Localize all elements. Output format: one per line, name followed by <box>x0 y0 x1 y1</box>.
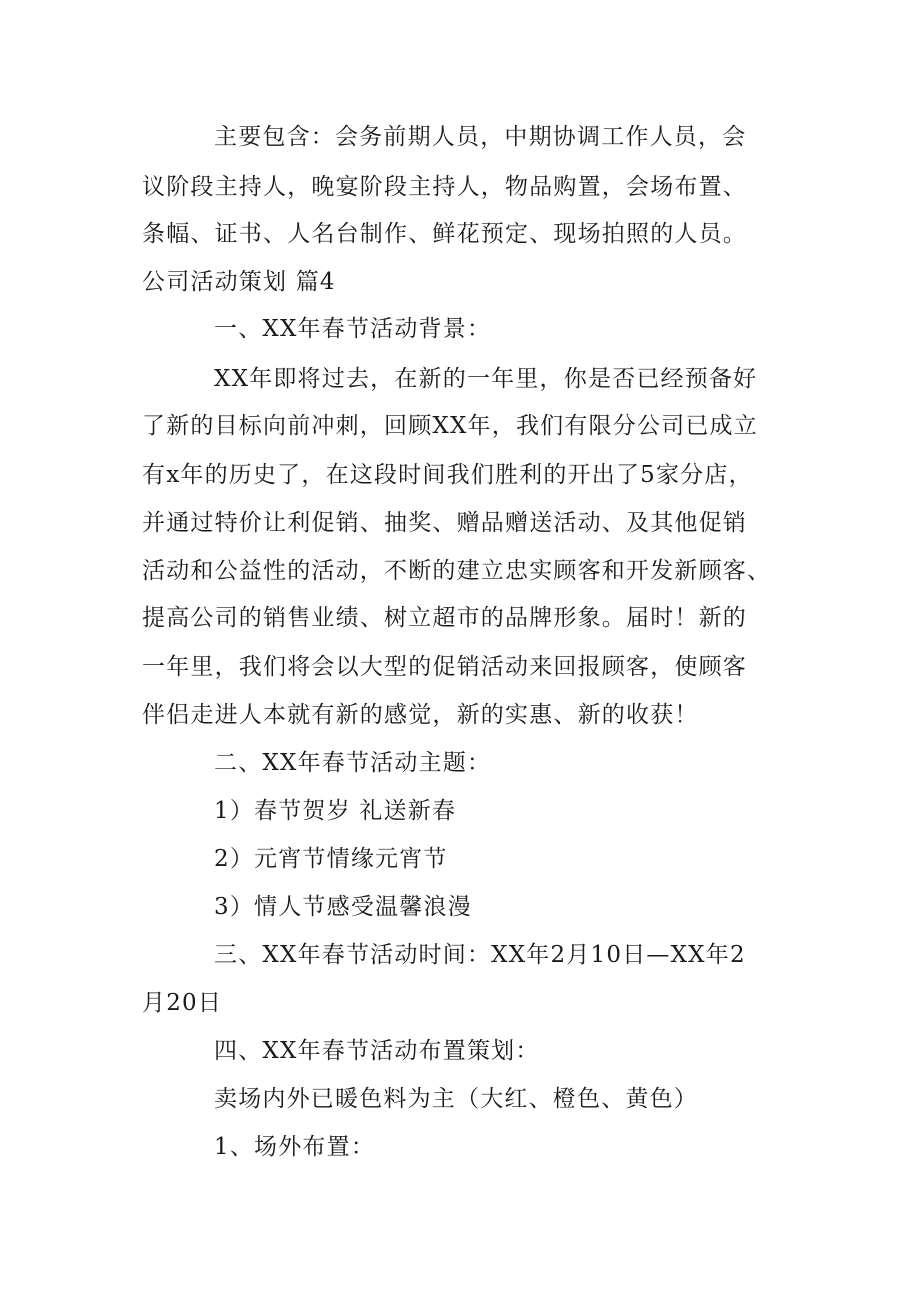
paragraph-line: 了新的目标向前冲刺，回顾XX年，我们有限分公司已成立 <box>142 413 758 439</box>
paragraph-line: 并通过特价让利促销、抽奖、赠品赠送活动、及其他促销 <box>142 510 747 536</box>
section-title-time: 三、XX年春节活动时间：XX年2月10日—XX年2 <box>214 942 746 968</box>
paragraph-line: 议阶段主持人，晚宴阶段主持人，物品购置，会场布置、 <box>142 174 747 200</box>
section-heading: 公司活动策划 篇4 <box>142 269 336 295</box>
paragraph-line: 卖场内外已暖色料为主（大红、橙色、黄色） <box>214 1086 698 1112</box>
subsection-title: 1、场外布置： <box>214 1134 376 1160</box>
paragraph-line: 提高公司的销售业绩、树立超市的品牌形象。届时！新的 <box>142 605 747 631</box>
paragraph-line: XX年即将过去，在新的一年里，你是否已经预备好 <box>214 366 758 392</box>
section-title-background: 一、XX年春节活动背景： <box>214 316 492 342</box>
paragraph-line: 一年里，我们将会以大型的促销活动来回报顾客，使顾客 <box>142 654 747 680</box>
paragraph-line: 伴侣走进人本就有新的感觉，新的实惠、新的收获！ <box>142 702 699 728</box>
paragraph-line: 条幅、证书、人名台制作、鲜花预定、现场拍照的人员。 <box>142 221 747 247</box>
list-item: 2）元宵节情缘元宵节 <box>214 846 448 872</box>
list-item: 1）春节贺岁 礼送新春 <box>214 798 457 824</box>
paragraph-line: 活动和公益性的活动，不断的建立忠实顾客和开发新顾客、 <box>142 558 772 584</box>
section-title-theme: 二、XX年春节活动主题： <box>214 750 492 776</box>
section-title-layout: 四、XX年春节活动布置策划： <box>214 1038 540 1064</box>
paragraph-line: 主要包含：会务前期人员，中期协调工作人员，会 <box>214 124 747 150</box>
list-item: 3）情人节感受温馨浪漫 <box>214 894 472 920</box>
paragraph-line: 有x年的历史了，在这段时间我们胜利的开出了5家分店， <box>142 462 753 488</box>
paragraph-line: 月20日 <box>142 990 223 1016</box>
